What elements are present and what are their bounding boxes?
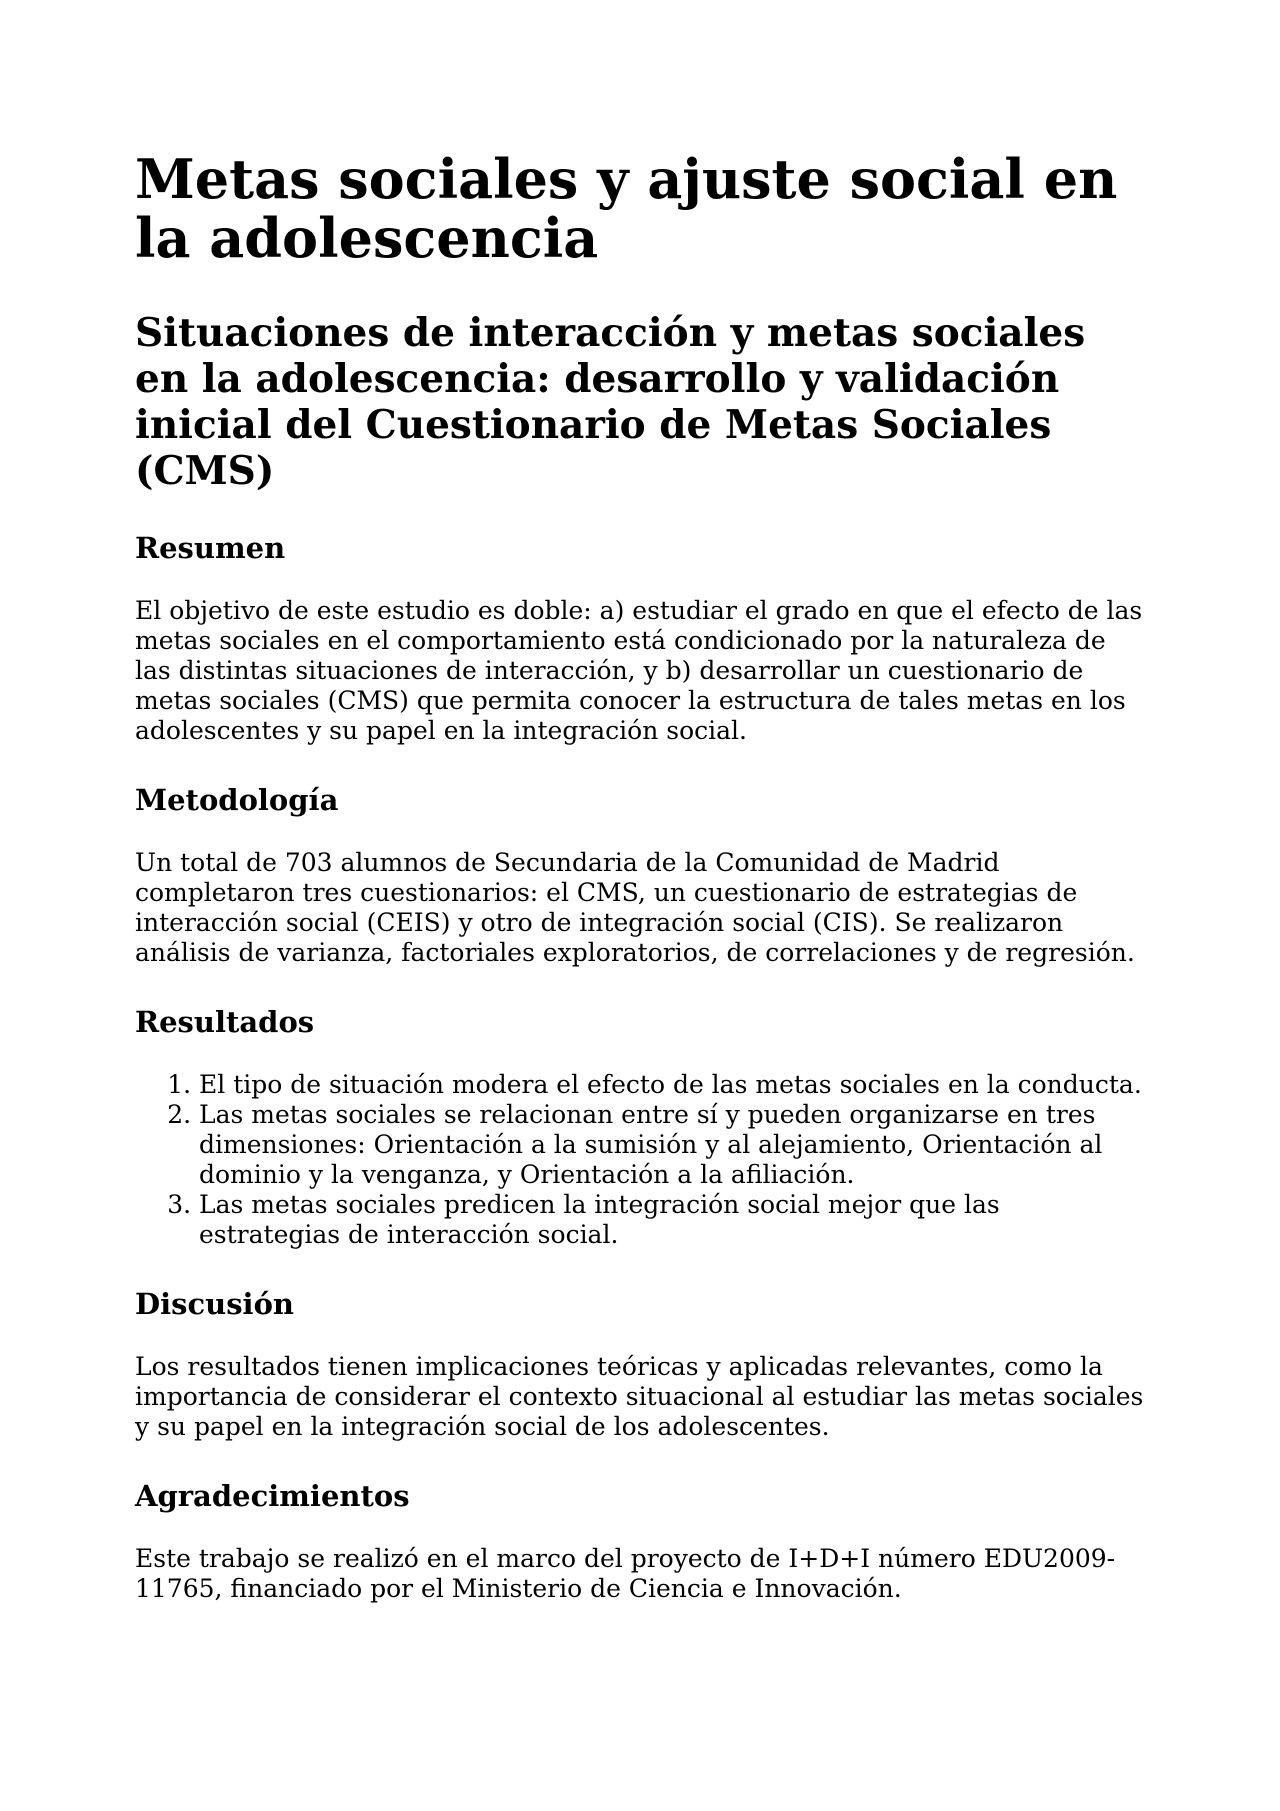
document-subtitle: Situaciones de interacción y metas sociales en la adolescencia: desarrollo y validación inicial del Cuestionario de Metas Sociales (CMS) xyxy=(135,310,1086,494)
list-item: 1. El tipo de situación modera el efecto de las metas sociales en la conducta. xyxy=(199,1070,1145,1100)
resultados-heading: Resultados xyxy=(135,1005,315,1039)
resumen-text: El objetivo de este estudio es doble: a) estudiar el grado en que el efecto de las metas sociales en el comportamiento está condicionado por la naturaleza de las distintas situaciones de interacción, y b) desarrollar un cuestionario de metas sociales (CMS) que permita conocer la estructura de tales metas en los adolescentes y su papel en la integración social. xyxy=(135,596,1143,745)
resultados-list xyxy=(135,1070,1145,1250)
metodologia-heading: Metodología xyxy=(135,783,339,817)
agradecimientos-text: Este trabajo se realizó en el marco del proyecto de I+D+I número EDU2009-11765, financiado por el Ministerio de Ciencia e Innovación. xyxy=(135,1544,1116,1603)
document-title: Metas sociales y ajuste social en la adolescencia xyxy=(135,147,1118,270)
resumen-heading: Resumen xyxy=(135,531,286,565)
list-item: 2. Las metas sociales se relacionan entre sí y pueden organizarse en tres dimensiones: Orientación a la sumisión y al alejamiento, Orientación al dominio y la venganza, y Orientación a la afiliación. xyxy=(199,1100,1145,1190)
list-item: 3. Las metas sociales predicen la integración social mejor que las estrategias de interacción social. xyxy=(199,1190,1145,1250)
discusion-heading: Discusión xyxy=(135,1287,295,1321)
agradecimientos-heading: Agradecimientos xyxy=(135,1479,410,1513)
metodologia-text: Un total de 703 alumnos de Secundaria de la Comunidad de Madrid completaron tres cuestionarios: el CMS, un cuestionario de estrategias de interacción social (CEIS) y otro de integración social (CIS). Se realizaron análisis de varianza, factoriales exploratorios, de correlaciones y de regresión. xyxy=(135,848,1135,967)
discusion-text: Los resultados tienen implicaciones teóricas y aplicadas relevantes, como la importancia de considerar el contexto situacional al estudiar las metas sociales y su papel en la integración social de los adolescentes. xyxy=(135,1352,1144,1441)
document-page xyxy=(135,147,1145,1604)
